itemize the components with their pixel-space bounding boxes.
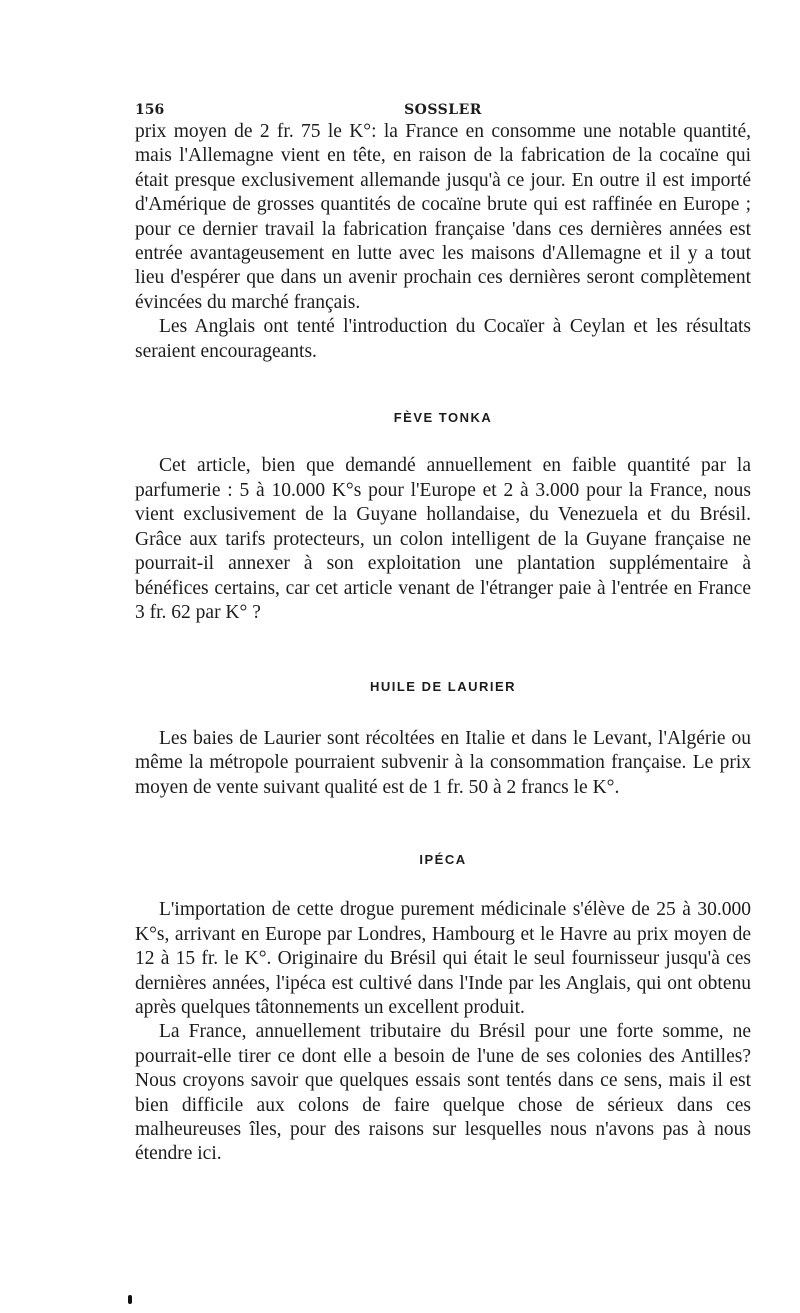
ipeca-paragraph-2: La France, annuellement tributaire du Brésil pour une forte somme, ne pourrait-elle tirer ce dont elle a besoin de l'une de ses colonies des Antilles? Nous croyons savoir que quelques essais sont tentés dans ce sens, mais il est bien difficile aux colons de faire quelque chose de sérieux dans ces malheureuses îles, pour des raisons sur lesquelles nous n'avons pas à nous étendre ici. bbox=[135, 1021, 751, 1165]
body-text bbox=[135, 120, 751, 1167]
section-heading-ipeca: IPÉCA bbox=[419, 851, 467, 867]
section-heading-feve-tonka: FÈVE TONKA bbox=[393, 410, 493, 426]
ink-speck bbox=[128, 1295, 132, 1304]
intro-paragraph-1: prix moyen de 2 fr. 75 le K°: la France en consomme une notable quantité, mais l'Allemagne vient en tête, en raison de la fabrication de la cocaïne qui était presque exclusivement allemande jusqu'à ce jour. En outre il est importé d'Amérique de grosses quantités de cocaïne brute qui est raffinée en Europe ; pour ce dernier travail la fabrication française 'dans ces dernières années est entrée avantageusement en lutte avec les maisons d'Allemagne et il y a tout lieu d'espérer que dans un avenir prochain ces dernières seront complètement évincées du marché français. bbox=[135, 121, 751, 313]
page-number: 156 bbox=[135, 102, 165, 118]
section-heading-huile-de-laurier: HUILE DE LAURIER bbox=[369, 679, 517, 695]
running-title: SOSSLER bbox=[404, 102, 482, 118]
huile-de-laurier-paragraph: Les baies de Laurier sont récoltées en Italie et dans le Levant, l'Algérie ou même la métropole pourraient subvenir à la consommation française. Le prix moyen de vente suivant qualité est de 1 fr. 50 à 2 francs le K°. bbox=[135, 727, 751, 798]
feve-tonka-paragraph: Cet article, bien que demandé annuellement en faible quantité par la parfumerie : 5 à 10.000 K°s pour l'Europe et 2 à 3.000 pour la France, nous vient exclusivement de la Guyane hollandaise, du Venezuela et du Brésil. Grâce aux tarifs protecteurs, un colon intelligent de la Guyane française ne pourrait-il annexer à son exploitation une plantation supplémentaire à bénéfices certains, car cet article venant de l'étranger paie à l'entrée en France 3 fr. 62 par K° ? bbox=[135, 455, 751, 623]
running-head bbox=[135, 96, 751, 120]
ipeca-paragraph-1: L'importation de cette drogue purement médicinale s'élève de 25 à 30.000 K°s, arrivant en Europe par Londres, Hambourg et le Havre au prix moyen de 12 à 15 fr. le K°. Originaire du Brésil qui était le seul fournisseur jusqu'à ces dernières années, l'ipéca est cultivé dans l'Inde par les Anglais, qui ont obtenu après quelques tâtonnements un excellent produit. bbox=[135, 899, 751, 1018]
intro-paragraph-2: Les Anglais ont tenté l'introduction du Cocaïer à Ceylan et les résultats seraient encourageants. bbox=[135, 316, 751, 362]
book-page bbox=[135, 96, 751, 1167]
